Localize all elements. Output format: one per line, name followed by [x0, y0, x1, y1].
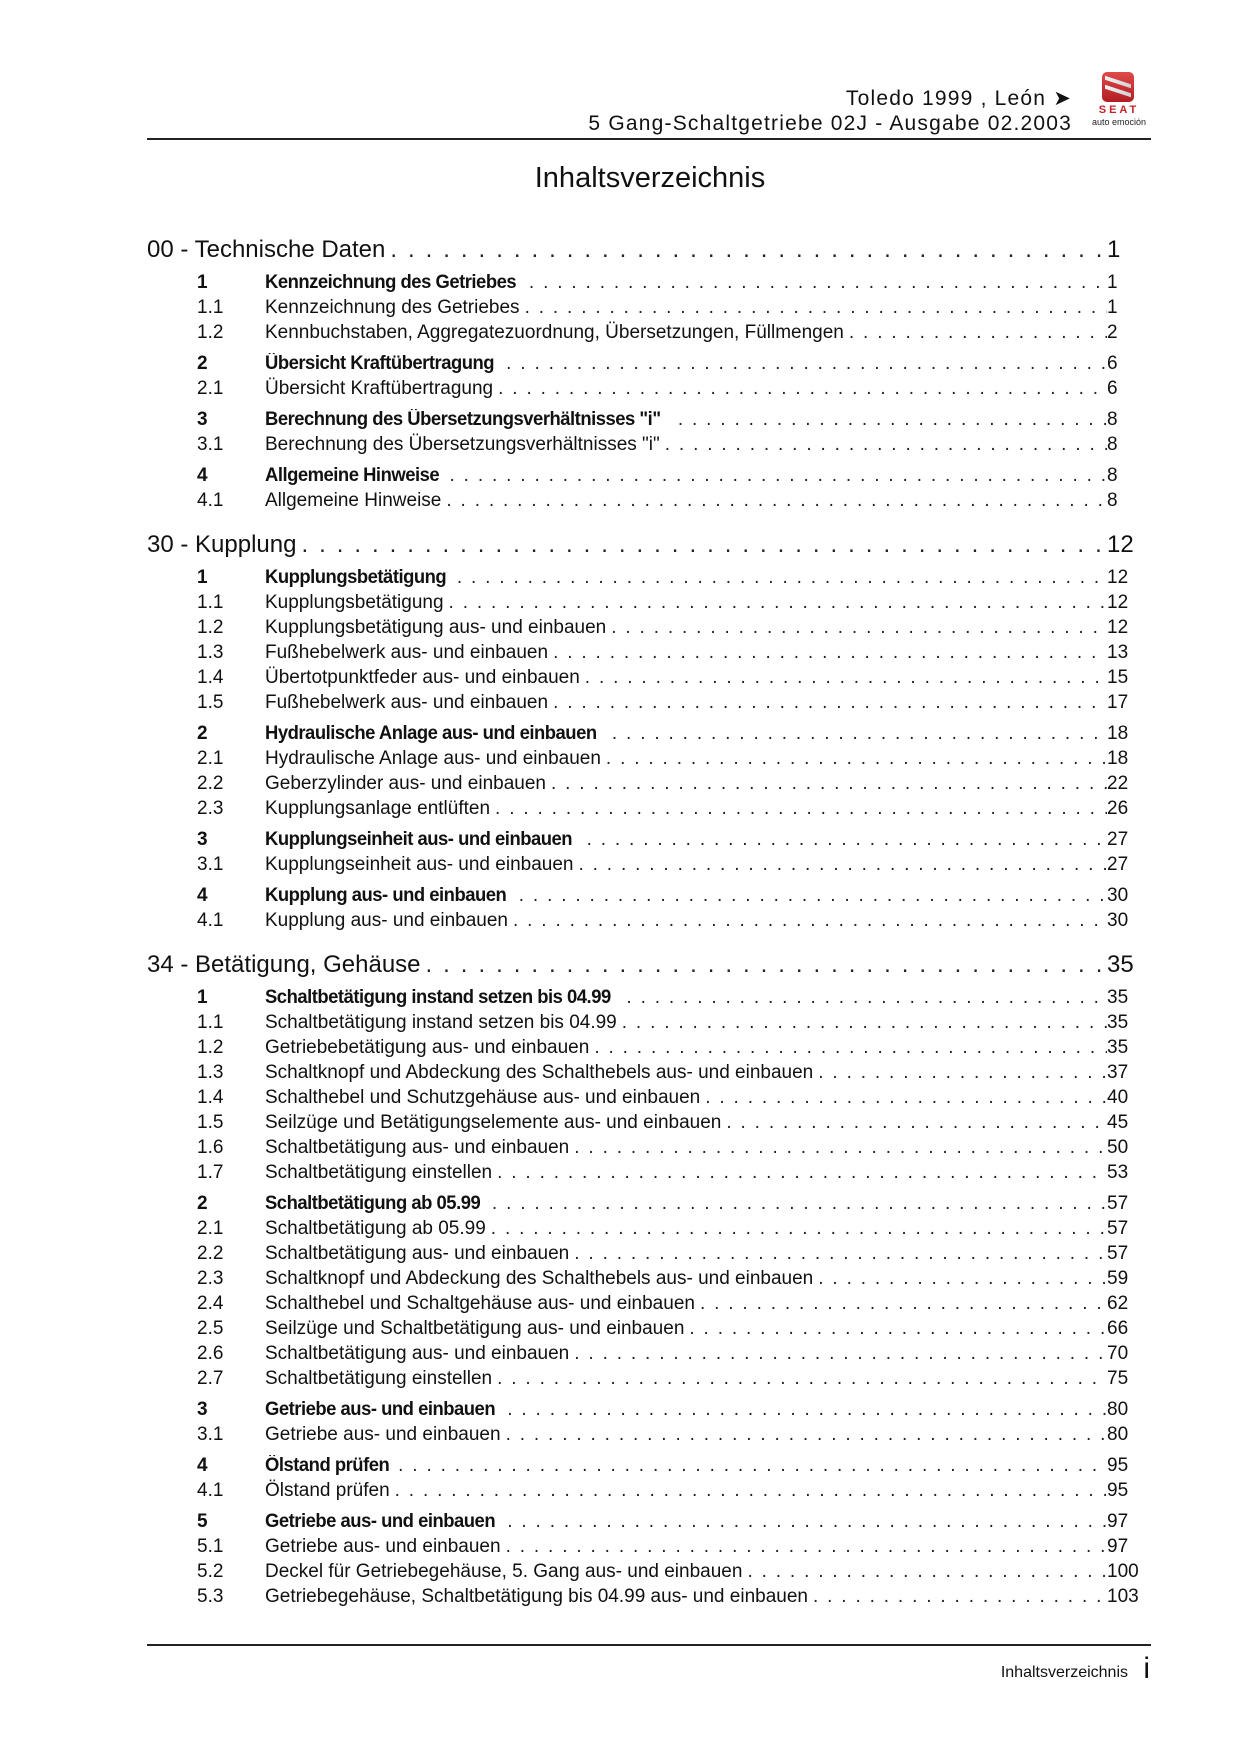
section-number: 1 — [197, 567, 208, 588]
toc-subsection-entry[interactable] — [147, 488, 1147, 513]
toc-section — [147, 1509, 1147, 1609]
subsection-number: 5.1 — [197, 1536, 224, 1557]
dot-leader — [508, 908, 1107, 933]
toc-subsection-entry[interactable] — [147, 615, 1147, 640]
page-number: 57 — [1107, 1243, 1129, 1264]
subsection-title: Getriebebetätigung aus- und einbauen — [265, 1037, 590, 1058]
dot-leader — [569, 1241, 1107, 1266]
subsection-number: 2.6 — [197, 1343, 224, 1364]
toc-section — [147, 883, 1147, 933]
subsection-number: 1.4 — [197, 1087, 224, 1108]
section-title: Getriebe aus- und einbauen — [265, 1511, 496, 1532]
subsection-title: Deckel für Getriebegehäuse, 5. Gang aus- und einbauen — [265, 1561, 743, 1582]
dot-leader — [393, 1453, 1107, 1478]
dot-leader — [445, 463, 1107, 488]
section-title: Kupplung aus- und einbauen — [265, 885, 507, 906]
section-title: Hydraulische Anlage aus- und einbauen — [265, 723, 597, 744]
subsection-title: Seilzüge und Betätigungselemente aus- und einbauen — [265, 1112, 722, 1133]
subsection-title: Kennbuchstaben, Aggregatezuordnung, Übersetzungen, Füllmengen — [265, 322, 844, 343]
page-number: 8 — [1107, 465, 1118, 486]
section-number: 1 — [197, 272, 208, 293]
dot-leader — [582, 827, 1107, 852]
page-number: 70 — [1107, 1343, 1129, 1364]
dot-leader — [621, 985, 1107, 1010]
dot-leader — [421, 947, 1107, 983]
page-number: 80 — [1107, 1424, 1129, 1445]
toc-section — [147, 463, 1147, 513]
subsection-title: Kennzeichnung des Getriebes — [265, 297, 520, 318]
page-number: 12 — [1107, 617, 1129, 638]
dot-leader — [808, 1584, 1107, 1609]
page-number: 22 — [1107, 773, 1129, 794]
section-number: 3 — [197, 829, 208, 850]
page-number: 95 — [1107, 1455, 1129, 1476]
subsection-number: 2.4 — [197, 1293, 224, 1314]
subsection-number: 2.1 — [197, 1218, 224, 1239]
page-number: 97 — [1107, 1511, 1129, 1532]
dot-leader — [813, 1060, 1107, 1085]
subsection-number: 4.1 — [197, 1480, 224, 1501]
subsection-title: Schalthebel und Schaltgehäuse aus- und einbauen — [265, 1293, 695, 1314]
dot-leader — [502, 1397, 1107, 1422]
page-number: 17 — [1107, 692, 1129, 713]
toc-subsection-entry[interactable] — [147, 1584, 1147, 1609]
section-title: Übersicht Kraftübertragung — [265, 353, 495, 374]
subsection-title: Schalthebel und Schutzgehäuse aus- und einbauen — [265, 1087, 701, 1108]
toc-section — [147, 565, 1147, 715]
toc-section-entry[interactable] — [147, 985, 1147, 1010]
page-number: 12 — [1107, 592, 1129, 613]
subsection-number: 1.7 — [197, 1162, 224, 1183]
toc-section-entry[interactable] — [147, 407, 1147, 432]
toc-subsection-entry[interactable] — [147, 1422, 1147, 1447]
subsection-number: 1.5 — [197, 692, 224, 713]
dot-leader — [601, 746, 1107, 771]
subsection-number: 1.1 — [197, 297, 224, 318]
page-number: 50 — [1107, 1137, 1129, 1158]
section-title: Kennzeichnung des Getriebes — [265, 272, 517, 293]
toc-section-entry[interactable] — [147, 883, 1147, 908]
subsection-title: Schaltbetätigung einstellen — [265, 1162, 493, 1183]
page-number: 27 — [1107, 854, 1129, 875]
page-number: 35 — [1107, 951, 1134, 978]
footer-page-number: i — [1143, 1652, 1150, 1685]
subsection-title: Getriebe aus- und einbauen — [265, 1424, 501, 1445]
section-title: Berechnung des Übersetzungsverhältnisses "i" — [265, 409, 661, 430]
subsection-number: 1.6 — [197, 1137, 224, 1158]
dot-leader — [606, 615, 1107, 640]
dot-leader — [607, 721, 1107, 746]
toc-section — [147, 1397, 1147, 1447]
dot-leader — [524, 270, 1107, 295]
chapter-title: 30 - Kupplung — [147, 531, 297, 558]
toc-chapter-heading[interactable] — [147, 947, 1147, 983]
dot-leader — [695, 1291, 1107, 1316]
subsection-title: Schaltknopf und Abdeckung des Schalthebels aus- und einbauen — [265, 1062, 814, 1083]
page-number: 18 — [1107, 748, 1129, 769]
toc-subsection-entry[interactable] — [147, 1241, 1147, 1266]
toc-subsection-entry[interactable] — [147, 1135, 1147, 1160]
section-title: Schaltbetätigung ab 05.99 — [265, 1193, 481, 1214]
footer-divider — [147, 1644, 1151, 1646]
section-number: 3 — [197, 1399, 208, 1420]
section-title: Getriebe aus- und einbauen — [265, 1399, 496, 1420]
subsection-title: Geberzylinder aus- und einbauen — [265, 773, 546, 794]
page-number: 6 — [1107, 353, 1118, 374]
subsection-title: Getriebe aus- und einbauen — [265, 1536, 501, 1557]
page-number: 2 — [1107, 322, 1118, 343]
subsection-title: Schaltbetätigung ab 05.99 — [265, 1218, 486, 1239]
page-number: 80 — [1107, 1399, 1129, 1420]
subsection-number: 2.1 — [197, 378, 224, 399]
toc-subsection-entry[interactable] — [147, 690, 1147, 715]
page-number: 103 — [1107, 1586, 1139, 1607]
toc-section-entry[interactable] — [147, 1397, 1147, 1422]
section-title: Kupplungseinheit aus- und einbauen — [265, 829, 573, 850]
logo-tagline: auto emoción — [1091, 117, 1147, 127]
dot-leader — [573, 852, 1107, 877]
dot-leader — [390, 1478, 1107, 1503]
page-number: 97 — [1107, 1536, 1129, 1557]
dot-leader — [520, 295, 1107, 320]
page-number: 12 — [1107, 531, 1134, 558]
toc-section — [147, 270, 1147, 345]
dot-leader — [580, 665, 1107, 690]
seat-logo — [1078, 70, 1160, 128]
subsection-number: 5.2 — [197, 1561, 224, 1582]
page-number: 59 — [1107, 1268, 1129, 1289]
toc-subsection-entry[interactable] — [147, 1035, 1147, 1060]
page-number: 8 — [1107, 490, 1118, 511]
dot-leader — [385, 232, 1107, 268]
dot-leader — [501, 1534, 1107, 1559]
dot-leader — [501, 351, 1107, 376]
dot-leader — [492, 1366, 1107, 1391]
subsection-title: Fußhebelwerk aus- und einbauen — [265, 692, 549, 713]
page-number: 8 — [1107, 409, 1118, 430]
dot-leader — [502, 1509, 1107, 1534]
subsection-title: Seilzüge und Schaltbetätigung aus- und einbauen — [265, 1318, 685, 1339]
subsection-title: Kupplungsanlage entlüften — [265, 798, 491, 819]
toc-subsection-entry[interactable] — [147, 1060, 1147, 1085]
page-number: 1 — [1107, 236, 1121, 263]
toc-subsection-entry[interactable] — [147, 665, 1147, 690]
page-number: 1 — [1107, 297, 1118, 318]
dot-leader — [548, 640, 1107, 665]
subsection-title: Berechnung des Übersetzungsverhältnisses "i" — [265, 434, 660, 455]
subsection-title: Schaltbetätigung instand setzen bis 04.99 — [265, 1012, 617, 1033]
header-model: Toledo 1999 , León ➤ — [845, 87, 1072, 110]
toc-subsection-entry[interactable] — [147, 1291, 1147, 1316]
toc-subsection-entry[interactable] — [147, 640, 1147, 665]
toc-chapter-heading[interactable] — [147, 232, 1147, 268]
page-number: 35 — [1107, 1037, 1129, 1058]
page-number: 13 — [1107, 642, 1129, 663]
dot-leader — [492, 1160, 1107, 1185]
dot-leader — [684, 1316, 1107, 1341]
subsection-number: 1.5 — [197, 1112, 224, 1133]
subsection-title: Schaltbetätigung aus- und einbauen — [265, 1137, 570, 1158]
section-number: 2 — [197, 1193, 208, 1214]
subsection-title: Allgemeine Hinweise — [265, 490, 442, 511]
logo-brand: SEAT — [1098, 104, 1140, 116]
toc-subsection-entry[interactable] — [147, 746, 1147, 771]
toc-subsection-entry[interactable] — [147, 1216, 1147, 1241]
section-number: 3 — [197, 409, 208, 430]
dot-leader — [844, 320, 1107, 345]
page-number: 12 — [1107, 567, 1129, 588]
dot-leader — [501, 1422, 1107, 1447]
subsection-number: 2.3 — [197, 798, 224, 819]
section-number: 4 — [197, 465, 208, 486]
section-number: 1 — [197, 987, 208, 1008]
dot-leader — [444, 590, 1107, 615]
subsection-title: Schaltbetätigung aus- und einbauen — [265, 1243, 570, 1264]
page-number: 18 — [1107, 723, 1129, 744]
page-number: 8 — [1107, 434, 1118, 455]
subsection-number: 1.1 — [197, 592, 224, 613]
dot-leader — [660, 432, 1107, 457]
dot-leader — [617, 1010, 1107, 1035]
dot-leader — [569, 1135, 1107, 1160]
subsection-number: 1.1 — [197, 1012, 224, 1033]
page-number: 75 — [1107, 1368, 1129, 1389]
dot-leader — [486, 1216, 1107, 1241]
subsection-number: 3.1 — [197, 854, 224, 875]
toc-subsection-entry[interactable] — [147, 852, 1147, 877]
subsection-number: 3.1 — [197, 434, 224, 455]
chapter-title: 34 - Betätigung, Gehäuse — [147, 951, 421, 978]
toc-section-entry[interactable] — [147, 565, 1147, 590]
page-number: 53 — [1107, 1162, 1129, 1183]
subsection-number: 5.3 — [197, 1586, 224, 1607]
section-number: 4 — [197, 885, 208, 906]
dot-leader — [452, 565, 1107, 590]
page-number: 57 — [1107, 1193, 1129, 1214]
subsection-title: Ölstand prüfen — [265, 1480, 390, 1501]
toc-subsection-entry[interactable] — [147, 1085, 1147, 1110]
section-number: 4 — [197, 1455, 208, 1476]
page-number: 1 — [1107, 272, 1118, 293]
dot-leader — [487, 1191, 1107, 1216]
section-number: 2 — [197, 723, 208, 744]
subsection-number: 2.2 — [197, 773, 224, 794]
subsection-number: 4.1 — [197, 490, 224, 511]
dot-leader — [589, 1035, 1107, 1060]
toc-subsection-entry[interactable] — [147, 1478, 1147, 1503]
page-number: 35 — [1107, 1012, 1129, 1033]
page-title: Inhaltsverzeichnis — [534, 162, 766, 194]
toc-chapter — [147, 947, 1147, 1609]
dot-leader — [742, 1559, 1107, 1584]
subsection-number: 3.1 — [197, 1424, 224, 1445]
toc-chapter-heading[interactable] — [147, 527, 1147, 563]
toc-subsection-entry[interactable] — [147, 1316, 1147, 1341]
dot-leader — [514, 883, 1107, 908]
toc-section-entry[interactable] — [147, 827, 1147, 852]
toc-subsection-entry[interactable] — [147, 376, 1147, 401]
dot-leader — [441, 488, 1107, 513]
toc-section — [147, 1191, 1147, 1391]
subsection-number: 2.5 — [197, 1318, 224, 1339]
toc-subsection-entry[interactable] — [147, 1010, 1147, 1035]
toc-section-entry[interactable] — [147, 1191, 1147, 1216]
page-number: 62 — [1107, 1293, 1129, 1314]
subsection-number: 1.4 — [197, 667, 224, 688]
subsection-number: 1.2 — [197, 322, 224, 343]
subsection-title: Schaltbetätigung einstellen — [265, 1368, 493, 1389]
table-of-contents — [147, 232, 1147, 1609]
toc-section — [147, 985, 1147, 1185]
section-number: 2 — [197, 353, 208, 374]
toc-subsection-entry[interactable] — [147, 1110, 1147, 1135]
dot-leader — [296, 527, 1107, 563]
page-number: 95 — [1107, 1480, 1129, 1501]
toc-subsection-entry[interactable] — [147, 908, 1147, 933]
dot-leader — [493, 376, 1107, 401]
subsection-title: Hydraulische Anlage aus- und einbauen — [265, 748, 601, 769]
toc-subsection-entry[interactable] — [147, 1341, 1147, 1366]
footer-label: Inhaltsverzeichnis — [1000, 1664, 1128, 1681]
page-number: 26 — [1107, 798, 1129, 819]
toc-section-entry[interactable] — [147, 351, 1147, 376]
toc-section-entry[interactable] — [147, 1453, 1147, 1478]
subsection-number: 1.3 — [197, 642, 224, 663]
toc-section-entry[interactable] — [147, 270, 1147, 295]
section-number: 5 — [197, 1511, 208, 1532]
subsection-title: Übertotpunktfeder aus- und einbauen — [265, 667, 580, 688]
section-title: Ölstand prüfen — [265, 1455, 390, 1476]
subsection-title: Getriebegehäuse, Schaltbetätigung bis 04.99 aus- und einbauen — [265, 1586, 808, 1607]
dot-leader — [813, 1266, 1107, 1291]
toc-section — [147, 1453, 1147, 1503]
toc-subsection-entry[interactable] — [147, 796, 1147, 821]
toc-subsection-entry[interactable] — [147, 1366, 1147, 1391]
page-number: 66 — [1107, 1318, 1129, 1339]
page-number: 35 — [1107, 987, 1129, 1008]
subsection-title: Kupplungsbetätigung aus- und einbauen — [265, 617, 607, 638]
subsection-number: 2.3 — [197, 1268, 224, 1289]
subsection-title: Kupplungsbetätigung — [265, 592, 444, 613]
toc-subsection-entry[interactable] — [147, 1559, 1147, 1584]
toc-subsection-entry[interactable] — [147, 771, 1147, 796]
page-number: 37 — [1107, 1062, 1129, 1083]
dot-leader — [548, 690, 1107, 715]
subsection-number: 1.2 — [197, 1037, 224, 1058]
subsection-title: Fußhebelwerk aus- und einbauen — [265, 642, 549, 663]
toc-section — [147, 721, 1147, 821]
toc-section-entry[interactable] — [147, 463, 1147, 488]
toc-subsection-entry[interactable] — [147, 432, 1147, 457]
dot-leader — [721, 1110, 1107, 1135]
page-number: 15 — [1107, 667, 1129, 688]
subsection-title: Kupplungseinheit aus- und einbauen — [265, 854, 574, 875]
subsection-title: Kupplung aus- und einbauen — [265, 910, 508, 931]
toc-section-entry[interactable] — [147, 1509, 1147, 1534]
dot-leader — [569, 1341, 1107, 1366]
subsection-title: Übersicht Kraftübertragung — [265, 378, 494, 399]
page-number: 27 — [1107, 829, 1129, 850]
toc-subsection-entry[interactable] — [147, 590, 1147, 615]
dot-leader — [490, 796, 1107, 821]
dot-leader — [673, 407, 1107, 432]
header-subtitle: 5 Gang-Schaltgetriebe 02J - Ausgabe 02.2003 — [588, 112, 1072, 135]
toc-section — [147, 351, 1147, 401]
subsection-number: 4.1 — [197, 910, 224, 931]
dot-leader — [546, 771, 1107, 796]
page-number: 57 — [1107, 1218, 1129, 1239]
toc-subsection-entry[interactable] — [147, 1160, 1147, 1185]
section-title: Allgemeine Hinweise — [265, 465, 440, 486]
subsection-title: Schaltknopf und Abdeckung des Schalthebels aus- und einbauen — [265, 1268, 814, 1289]
seat-logo-icon — [1102, 72, 1134, 102]
section-title: Schaltbetätigung instand setzen bis 04.99 — [265, 987, 611, 1008]
toc-chapter — [147, 527, 1147, 933]
page-number: 30 — [1107, 885, 1129, 906]
subsection-number: 2.2 — [197, 1243, 224, 1264]
subsection-title: Schaltbetätigung aus- und einbauen — [265, 1343, 570, 1364]
subsection-number: 2.7 — [197, 1368, 224, 1389]
section-title: Kupplungsbetätigung — [265, 567, 447, 588]
page-number: 100 — [1107, 1561, 1139, 1582]
page-number: 30 — [1107, 910, 1129, 931]
subsection-number: 1.2 — [197, 617, 224, 638]
toc-section — [147, 407, 1147, 457]
toc-subsection-entry[interactable] — [147, 320, 1147, 345]
subsection-number: 2.1 — [197, 748, 224, 769]
dot-leader — [700, 1085, 1107, 1110]
page-number: 40 — [1107, 1087, 1129, 1108]
header-divider — [147, 138, 1151, 140]
page-number: 45 — [1107, 1112, 1129, 1133]
subsection-number: 1.3 — [197, 1062, 224, 1083]
toc-section — [147, 827, 1147, 877]
toc-section-entry[interactable] — [147, 721, 1147, 746]
page-number: 6 — [1107, 378, 1118, 399]
toc-subsection-entry[interactable] — [147, 1534, 1147, 1559]
toc-subsection-entry[interactable] — [147, 1266, 1147, 1291]
toc-subsection-entry[interactable] — [147, 295, 1147, 320]
toc-chapter — [147, 232, 1147, 513]
chapter-title: 00 - Technische Daten — [147, 236, 386, 263]
